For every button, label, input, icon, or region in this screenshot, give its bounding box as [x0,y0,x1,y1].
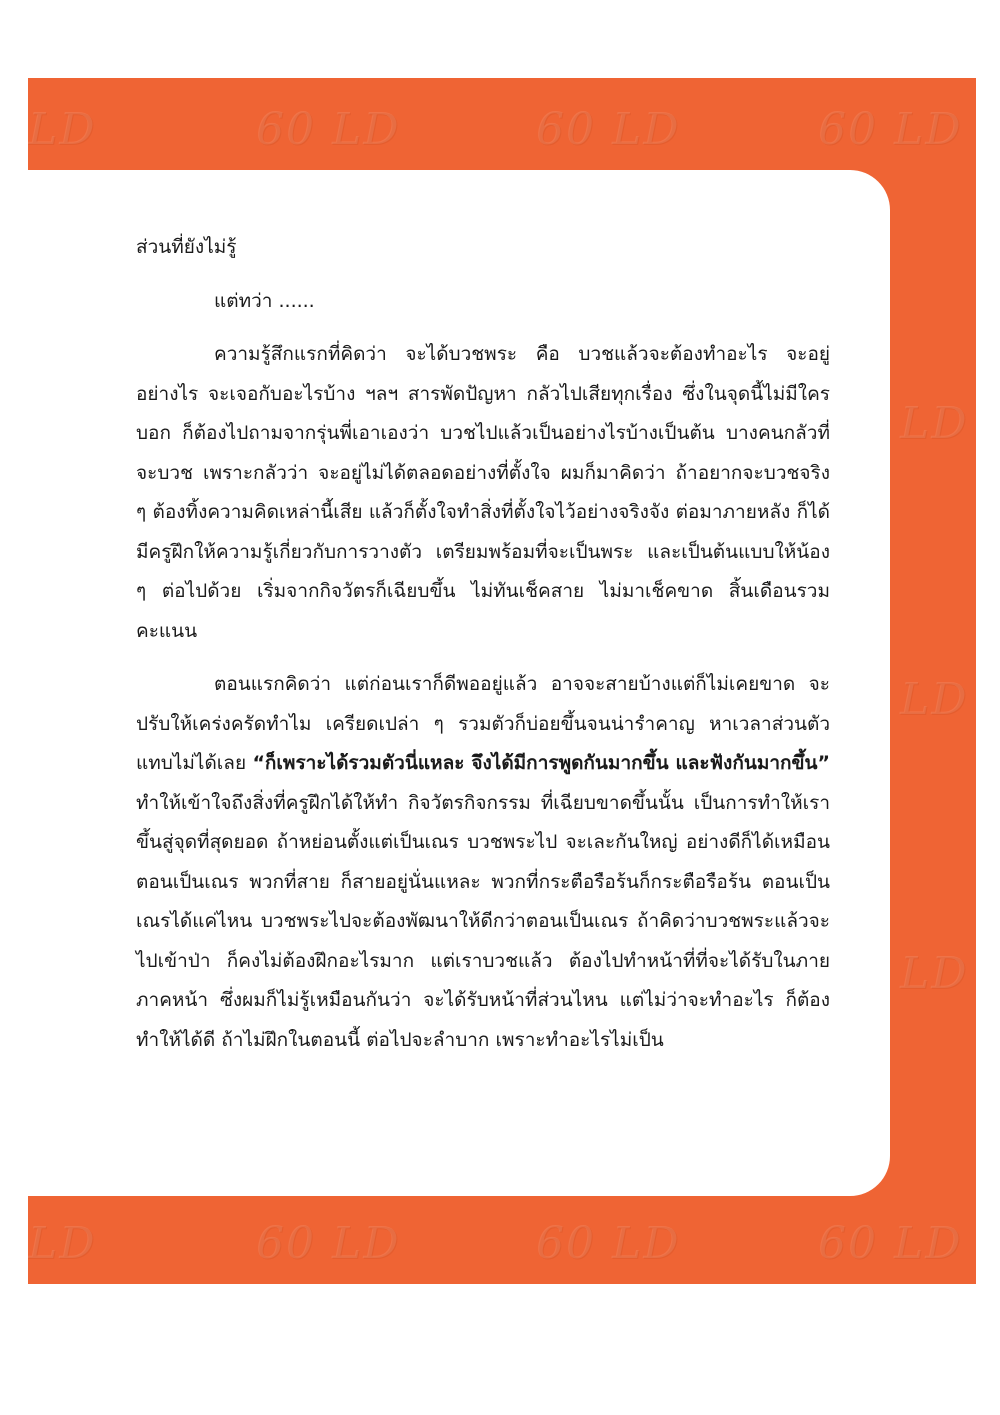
paragraph-2 [136,665,830,1060]
watermark-logo: 60 LD [256,1218,401,1269]
watermark-logo: LD [900,398,969,449]
paragraph-1: ความรู้สึกแรกที่คิดว่า จะได้บวชพระ คือ บวชแล้วจะต้องทำอะไร จะอยู่อย่างไร จะเจอกับอะไรบ้าง ฯลฯ สารพัดปัญหา กลัวไปเสียทุกเรื่อง ซึ่งในจุดนี้ไม่มีใครบอก ก็ต้องไปถามจากรุ่นพี่เอาเองว่า บวชไปแล้วเป็นอย่างไรบ้างเป็นต้น บางคนกลัวที่จะบวช เพราะกลัวว่า จะอยู่ไม่ได้ตลอดอย่างที่ตั้งใจ ผมก็มาคิดว่า ถ้าอยากจะบวชจริง ๆ ต้องทิ้งความคิดเหล่านี้เสีย แล้วก็ตั้งใจทำสิ่งที่ตั้งใจไว้อย่างจริงจัง ต่อมาภายหลัง ก็ได้มีครูฝึกให้ความรู้เกี่ยวกับการวางตัว เตรียมพร้อมที่จะเป็นพระ และเป็นต้นแบบให้น้อง ๆ ต่อไปด้วย เริ่มจากกิจวัตรก็เฉียบขึ้น ไม่ทันเช็คสาย ไม่มาเช็คขาด สิ้นเดือนรวมคะแนน [136,343,830,642]
article-body [136,228,830,1060]
continued-line: ส่วนที่ยังไม่รู้ [136,236,237,258]
paragraph-2-start: ตอนแรกคิดว่า แต่ก่อนเราก็ดีพออยู่แล้ว อาจจะสายบ้างแต่ก็ไม่เคยขาด จะปรับให้เคร่งครัดทำไม เครียดเปล่า ๆ รวมตัวก็บ่อยขึ้นจนน่ารำคาญ หาเวลาส่วนตัวแทบไม่ได้เลย [136,673,830,774]
watermark-logo: 60 LD [818,1218,963,1269]
emphasized-quote: “ก็เพราะได้รวมตัวนี่แหละ จึงได้มีการพูดกันมากขึ้น และฟังกันมากขึ้น” [252,752,830,774]
intro-line: แต่ทว่า ...... [214,289,315,312]
watermark-logo: LD [28,104,97,155]
watermark-logo: 60 LD [536,104,681,155]
watermark-logo: 60 LD [818,104,963,155]
watermark-logo: LD [900,674,969,725]
watermark-logo: LD [900,948,969,999]
watermark-logo: LD [28,1218,97,1269]
watermark-logo: 60 LD [536,1218,681,1269]
watermark-logo: 60 LD [256,104,401,155]
paragraph-2-end: ทำให้เข้าใจถึงสิ่งที่ครูฝึกได้ให้ทำ กิจวัตรกิจกรรม ที่เฉียบขาดขึ้นนั้น เป็นการทำให้เราขึ้นสู่จุดที่สุดยอด ถ้าหย่อนตั้งแต่เป็นเณร บวชพระไป จะเละกันใหญ่ อย่างดีก็ได้เหมือนตอนเป็นเณร พวกที่สาย ก็สายอยู่นั่นแหละ พวกที่กระตือรือร้นก็กระตือรือร้น ตอนเป็นเณรได้แค่ไหน บวชพระไปจะต้องพัฒนาให้ดีกว่าตอนเป็นเณร ถ้าคิดว่าบวชพระแล้วจะไปเข้าป่า ก็คงไม่ต้องฝึกอะไรมาก แต่เราบวชแล้ว ต้องไปทำหน้าที่ที่จะได้รับในภายภาคหน้า ซึ่งผมก็ไม่รู้เหมือนกันว่า จะได้รับหน้าที่ส่วนไหน แต่ไม่ว่าจะทำอะไร ก็ต้องทำให้ได้ดี ถ้าไม่ฝึกในตอนนี้ ต่อไปจะลำบาก เพราะทำอะไรไม่เป็น [136,791,830,1051]
